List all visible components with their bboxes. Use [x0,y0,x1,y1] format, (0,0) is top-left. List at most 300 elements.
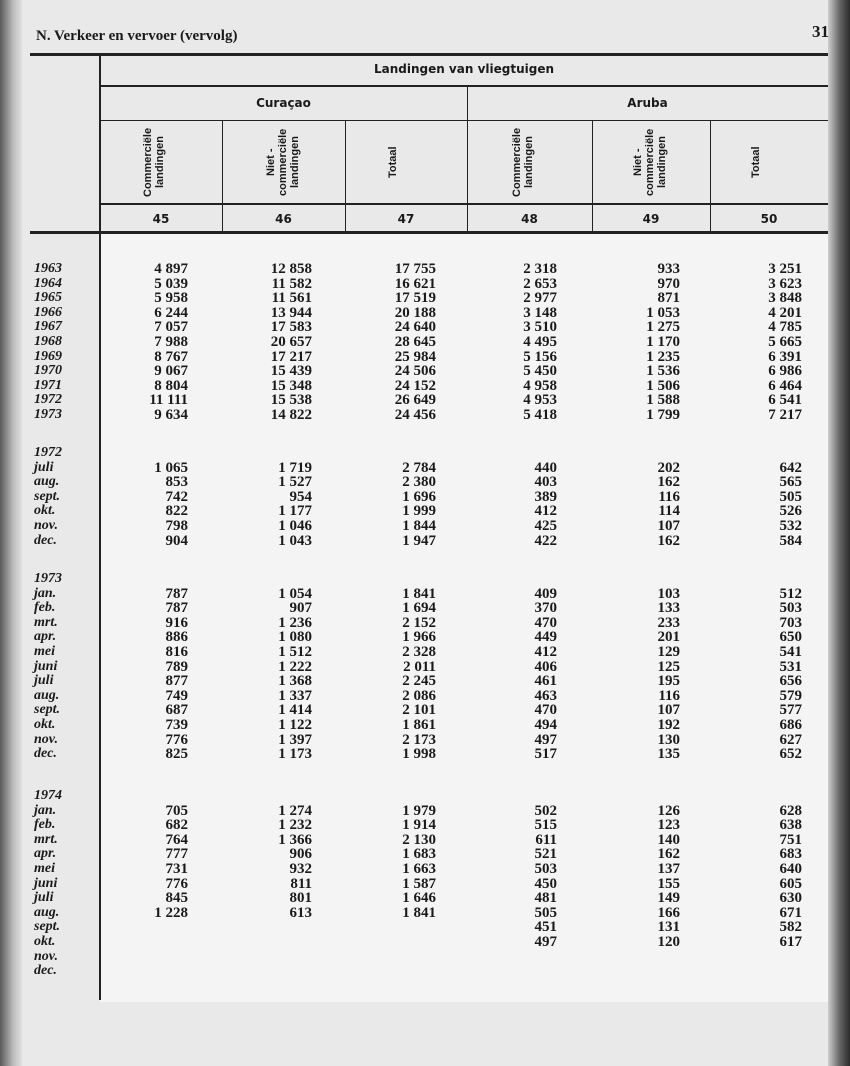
row-label: 1969 [34,348,62,364]
table-cell: 517 [534,746,557,763]
table-cell: 2 245 [402,673,436,690]
column-number: 45 [152,212,170,226]
column-header: Totaal [387,146,399,178]
table-cell: 565 [779,474,802,491]
table-cell: 904 [165,532,188,549]
table-cell: 497 [534,934,557,950]
row-label: 1972 [34,392,62,408]
table-cell: 777 [165,846,188,863]
table-cell: 5 450 [523,363,557,380]
stub-divider [99,55,101,1000]
table-cell: 4 958 [523,377,557,394]
table-cell: 1 232 [278,817,312,834]
table-cell: 1 683 [402,846,436,863]
table-cell: 166 [657,904,680,921]
table-cell: 605 [779,875,802,892]
table-cell: 886 [165,629,188,646]
table-cell: 17 519 [394,290,436,307]
table-cell: 15 348 [270,377,312,394]
section-year-heading: 1973 [34,571,62,586]
table-cell: 3 623 [768,275,802,292]
table-cell: 370 [534,600,557,617]
table-cell: 120 [657,934,680,950]
table-cell: 24 152 [394,377,436,394]
table-cell: 642 [779,459,802,476]
row-label: dec. [34,963,57,979]
rule [100,203,828,205]
table-cell: 129 [657,644,680,660]
row-label: juni [34,875,58,891]
row-label: mrt. [34,831,58,847]
table-cell: 409 [534,585,557,602]
table-cell: 11 561 [271,290,312,307]
table-cell: 787 [165,600,188,617]
row-label: sept. [34,488,61,504]
column-divider [592,121,593,232]
table-cell: 1 966 [402,629,436,646]
table-cell: 20 657 [270,334,312,350]
section-year-heading: 1974 [34,788,62,803]
table-cell: 461 [534,673,557,690]
table-cell: 2 318 [523,261,557,277]
row-label: nov. [34,731,58,747]
header-bottom-rule [30,231,828,234]
table-cell: 13 944 [270,304,312,321]
table-cell: 627 [779,731,802,748]
column-divider [710,121,711,232]
table-cell: 1 414 [278,702,312,719]
table-cell: 7 988 [154,334,188,350]
table-cell: 1 337 [278,687,312,704]
table-cell: 1 861 [402,717,436,733]
table-cell: 140 [657,831,680,848]
column-number: 49 [642,212,660,226]
table-cell: 1 368 [278,673,312,690]
table-cell: 1 947 [402,532,436,549]
table-cell: 1 844 [402,518,436,534]
table-cell: 801 [289,890,312,907]
table-cell: 1 506 [646,377,680,394]
row-label: okt. [34,717,56,732]
table-cell: 9 634 [154,407,188,423]
table-cell: 652 [779,746,802,763]
table-cell: 811 [290,875,312,892]
table-cell: 135 [657,746,680,763]
table-cell: 742 [165,488,188,505]
page-number: 31 [812,22,829,41]
table-cell: 412 [534,503,557,520]
table-cell: 1 719 [278,459,312,476]
table-cell: 705 [165,802,188,819]
table-cell: 1 236 [278,614,312,631]
table-cell: 1 799 [646,407,680,423]
table-cell: 1 080 [278,629,312,646]
table-cell: 776 [165,731,188,748]
table-cell: 505 [534,904,557,921]
table-cell: 481 [534,890,557,907]
table-cell: 532 [779,518,802,534]
section-year-heading: 1972 [34,445,62,460]
table-cell: 611 [535,831,557,848]
row-label: mei [34,644,55,659]
table-cell: 703 [779,614,802,631]
table-cell: 526 [779,503,802,520]
table-cell: 503 [534,861,557,877]
row-label: dec. [34,532,57,548]
table-cell: 907 [289,600,312,617]
row-label: aug. [34,687,60,703]
table-cell: 1 998 [402,746,436,763]
table-cell: 2 101 [402,702,436,719]
table-cell: 3 848 [768,290,802,307]
table-cell: 6 464 [768,377,802,394]
table-cell: 751 [779,831,802,848]
table-cell: 5 039 [154,275,188,292]
table-cell: 2 011 [403,658,436,675]
page-title: N. Verkeer en vervoer (vervolg) [36,28,238,44]
table-cell: 505 [779,488,802,505]
table-cell: 816 [165,644,188,660]
table-cell: 2 086 [402,687,436,704]
table-cell: 1 527 [278,474,312,491]
table-cell: 1 914 [402,817,436,834]
table-cell: 1 536 [646,363,680,380]
table-cell: 202 [657,459,680,476]
table-cell: 133 [657,600,680,617]
table-cell: 6 244 [154,304,188,321]
table-cell: 502 [534,802,557,819]
row-label: juli [34,673,54,689]
table-cell: 2 173 [402,731,436,748]
table-cell: 531 [779,658,802,675]
table-cell: 1 841 [402,585,436,602]
row-label: okt. [34,934,56,949]
table-cell: 107 [657,702,680,719]
table-cell: 825 [165,746,188,763]
table-cell: 1 979 [402,802,436,819]
group-heading-aruba: Aruba [627,96,668,110]
column-divider [345,121,346,232]
row-label: 1968 [34,334,62,349]
table-cell: 26 649 [394,392,436,409]
table-cell: 1 274 [278,802,312,819]
table-cell: 1 646 [402,890,436,907]
table-cell: 1 663 [402,861,436,877]
table-cell: 1 046 [278,518,312,534]
table-cell: 425 [534,518,557,534]
row-label: 1963 [34,261,62,276]
row-label: nov. [34,518,58,533]
table-cell: 20 188 [394,304,436,321]
table-cell: 2 784 [402,459,436,476]
row-label: 1967 [34,319,62,335]
table-cell: 24 506 [394,363,436,380]
table-cell: 162 [657,846,680,863]
table-cell: 683 [779,846,802,863]
row-label: juni [34,658,58,674]
table-cell: 1 054 [278,585,312,602]
table-cell: 686 [779,717,802,733]
table-cell: 512 [779,585,802,602]
table-cell: 4 953 [523,392,557,409]
table-cell: 682 [165,817,188,834]
table-cell: 114 [658,503,680,520]
table-cell: 1 366 [278,831,312,848]
table-cell: 24 640 [394,319,436,336]
table-cell: 497 [534,731,557,748]
table-cell: 1 588 [646,392,680,409]
table-cell: 1 512 [278,644,312,660]
table-cell: 107 [657,518,680,534]
table-cell: 5 418 [523,407,557,423]
table-cell: 650 [779,629,802,646]
row-label: mei [34,861,55,876]
table-cell: 1 122 [278,717,312,733]
table-cell: 3 251 [768,261,802,277]
table-cell: 776 [165,875,188,892]
rule [100,120,828,121]
table-cell: 24 456 [394,407,436,423]
table-cell: 577 [779,702,802,719]
table-cell: 916 [165,614,188,631]
table-cell: 4 201 [768,304,802,321]
table-cell: 1 173 [278,746,312,763]
table-cell: 5 958 [154,290,188,307]
table-cell: 638 [779,817,802,834]
column-header: Commerciële landingen [142,127,166,197]
table-cell: 470 [534,614,557,631]
table-cell: 4 785 [768,319,802,336]
book-binding [0,0,22,1066]
table-cell: 7 057 [154,319,188,336]
table-cell: 440 [534,459,557,476]
table-cell: 15 439 [270,363,312,380]
table-cell: 1 696 [402,488,436,505]
table-cell: 17 217 [270,348,312,365]
column-header: Totaal [750,146,762,178]
table-cell: 233 [657,614,680,631]
table-cell: 1 170 [646,334,680,350]
table-cell: 503 [779,600,802,617]
table-cell: 1 999 [402,503,436,520]
table-cell: 1 694 [402,600,436,617]
column-number: 50 [760,212,778,226]
table-cell: 403 [534,474,557,491]
table-cell: 687 [165,702,188,719]
table-cell: 406 [534,658,557,675]
table-cell: 2 380 [402,474,436,491]
table-cell: 1 841 [402,904,436,921]
table-cell: 2 653 [523,275,557,292]
table-cell: 1 397 [278,731,312,748]
table-cell: 5 665 [768,334,802,350]
table-cell: 787 [165,585,188,602]
table-cell: 5 156 [523,348,557,365]
row-label: 1970 [34,363,62,379]
row-label: 1966 [34,304,62,320]
table-cell: 12 858 [270,261,312,277]
table-cell: 798 [165,518,188,534]
table-cell: 131 [657,919,680,936]
table-cell: 671 [779,904,802,921]
table-body-area [100,232,828,1002]
row-label: sept. [34,702,61,718]
column-header: Commerciële landingen [510,127,535,197]
table-cell: 3 510 [523,319,557,336]
table-cell: 126 [657,802,680,819]
table-cell: 656 [779,673,802,690]
table-cell: 4 897 [154,261,188,277]
table-cell: 6 391 [768,348,802,365]
row-label: aug. [34,474,60,490]
table-cell: 749 [165,687,188,704]
table-cell: 155 [657,875,680,892]
table-cell: 137 [657,861,680,877]
table-cell: 8 767 [154,348,188,365]
row-label: juli [34,890,54,906]
table-cell: 521 [534,846,557,863]
table-cell: 822 [165,503,188,520]
table-cell: 970 [657,275,680,292]
table-cell: 1 065 [154,459,188,476]
column-divider [222,121,223,232]
table-cell: 871 [657,290,680,307]
table-cell: 389 [534,488,557,505]
table-cell: 28 645 [394,334,436,350]
table-cell: 8 804 [154,377,188,394]
table-cell: 11 111 [149,392,188,409]
group-heading-curacao: Curaçao [256,96,311,110]
top-rule [30,53,828,56]
row-label: sept. [34,919,61,935]
table-cell: 195 [657,673,680,690]
main-heading: Landingen van vliegtuigen [373,62,555,76]
table-cell: 422 [534,532,557,549]
table-cell: 116 [658,488,680,505]
table-cell: 2 152 [402,614,436,631]
table-cell: 125 [657,658,680,675]
table-cell: 731 [165,861,188,877]
row-label: feb. [34,817,56,833]
table-cell: 2 977 [523,290,557,307]
table-cell: 933 [657,261,680,277]
table-cell: 2 328 [402,644,436,660]
table-cell: 7 217 [768,407,802,423]
row-label: apr. [34,629,57,645]
row-label: nov. [34,948,58,964]
table-cell: 739 [165,717,188,733]
table-cell: 764 [165,831,188,848]
table-cell: 201 [657,629,680,646]
row-label: mrt. [34,614,58,630]
table-cell: 149 [657,890,680,907]
table-cell: 877 [165,673,188,690]
table-cell: 9 067 [154,363,188,380]
table-cell: 613 [289,904,312,921]
column-number: 48 [521,212,538,226]
table-cell: 451 [534,919,557,936]
table-cell: 630 [779,890,802,907]
column-number: 47 [397,212,415,226]
table-cell: 584 [779,532,802,549]
column-number: 46 [275,212,292,226]
table-cell: 1 275 [646,319,680,336]
table-cell: 582 [779,919,802,936]
table-cell: 853 [165,474,188,491]
table-cell: 11 582 [271,275,312,292]
table-cell: 116 [658,687,680,704]
table-cell: 449 [534,629,557,646]
table-cell: 1 053 [646,304,680,321]
table-cell: 17 583 [270,319,312,336]
row-label: 1965 [34,290,62,306]
row-label: 1973 [34,407,62,422]
table-cell: 463 [534,687,557,704]
table-cell: 17 755 [394,261,436,277]
table-cell: 412 [534,644,557,660]
table-cell: 579 [779,687,802,704]
table-cell: 954 [289,488,312,505]
table-cell: 450 [534,875,557,892]
table-cell: 130 [657,731,680,748]
table-cell: 1 177 [278,503,312,520]
table-cell: 541 [779,644,802,660]
table-cell: 617 [779,934,802,950]
table-cell: 628 [779,802,802,819]
row-label: 1971 [34,377,62,393]
table-cell: 1 587 [402,875,436,892]
table-cell: 1 043 [278,532,312,549]
page-edge [828,0,850,1066]
table-cell: 1 228 [154,904,188,921]
row-label: aug. [34,904,60,920]
table-cell: 906 [289,846,312,863]
table-cell: 789 [165,658,188,675]
row-label: jan. [34,802,57,818]
table-cell: 494 [534,717,557,733]
row-label: juli [34,459,54,475]
table-cell: 470 [534,702,557,719]
table-cell: 14 822 [270,407,312,423]
table-cell: 6 541 [768,392,802,409]
table-cell: 932 [289,861,312,877]
table-cell: 640 [779,861,802,877]
column-header: Niet - commerciële landingen [264,128,301,196]
table-cell: 6 986 [768,363,802,380]
table-cell: 1 222 [278,658,312,675]
row-label: 1964 [34,275,62,291]
column-header: Niet - commerciële landingen [632,128,668,196]
table-cell: 162 [657,474,680,491]
table-cell: 123 [657,817,680,834]
table-cell: 16 621 [394,275,436,292]
table-cell: 103 [657,585,680,602]
table-cell: 515 [534,817,557,834]
table-cell: 15 538 [270,392,312,409]
table-cell: 1 235 [646,348,680,365]
table-cell: 2 130 [402,831,436,848]
table-cell: 25 984 [394,348,436,365]
row-label: jan. [34,585,57,601]
table-cell: 3 148 [523,304,557,321]
row-label: apr. [34,846,57,862]
table-cell: 845 [165,890,188,907]
table-cell: 192 [657,717,680,733]
table-cell: 4 495 [523,334,557,350]
row-label: okt. [34,503,56,519]
row-label: feb. [34,600,56,616]
rule [100,85,828,87]
